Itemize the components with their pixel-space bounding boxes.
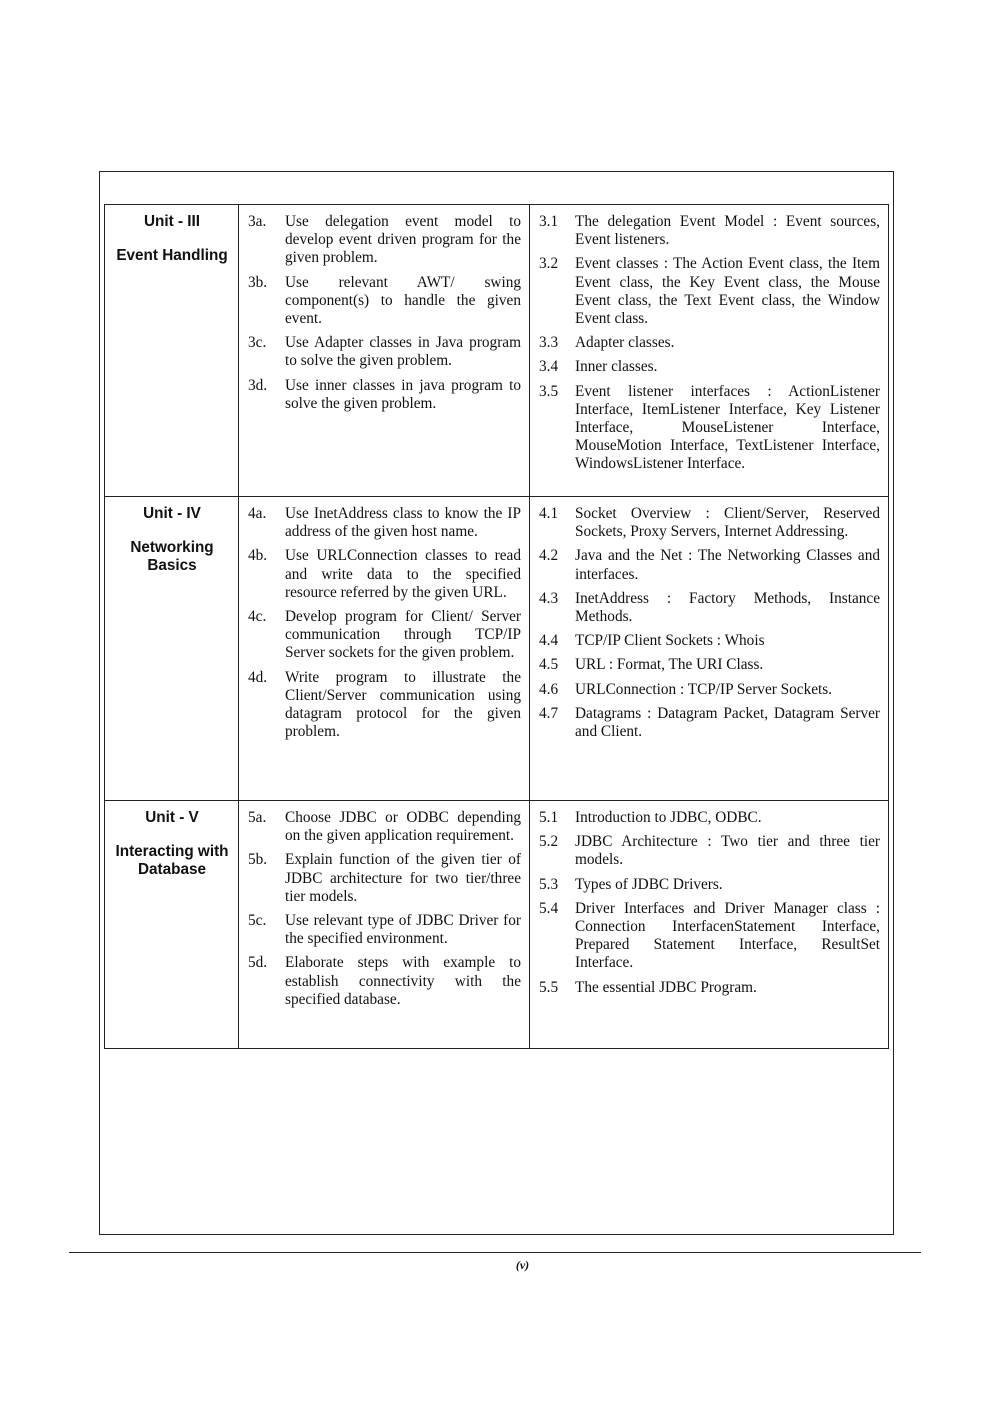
topic-number: 4.5 xyxy=(539,656,559,674)
outcome-item xyxy=(248,851,521,906)
topic-number: 5.2 xyxy=(539,833,559,851)
topic-text: InetAddress : Factory Methods, Instance Methods. xyxy=(575,589,880,626)
topic-text: JDBC Architecture : Two tier and three tier models. xyxy=(575,833,880,869)
topic-text: Socket Overview : Client/Server, Reserved Sockets, Proxy Servers, Internet Addressing. xyxy=(575,505,880,541)
topic-item xyxy=(539,213,880,249)
page-number: (v) xyxy=(515,1258,530,1272)
topic-item xyxy=(539,383,880,474)
topic-number: 5.4 xyxy=(539,899,559,917)
topic-text: Inner classes. xyxy=(575,358,658,376)
topic-cell xyxy=(530,801,889,1049)
outcome-text: Use inner classes in java program to solve the given problem. xyxy=(285,376,521,412)
outcome-item xyxy=(248,334,521,370)
outcome-text: Use relevant type of JDBC Driver for the specified environment. xyxy=(285,912,521,948)
topic-item xyxy=(539,334,880,352)
unit-row xyxy=(105,801,889,1049)
outcome-number: 4d. xyxy=(248,668,268,686)
topic-text: Introduction to JDBC, ODBC. xyxy=(575,809,762,826)
outcome-item xyxy=(248,669,521,742)
outcome-text: Use relevant AWT/ swing component(s) to handle the given event. xyxy=(285,273,521,328)
topic-number: 4.4 xyxy=(539,632,559,650)
topic-text: Datagrams : Datagram Packet, Datagram Server and Client. xyxy=(575,704,880,741)
topic-item xyxy=(539,900,880,973)
unit-title: Networking Basics xyxy=(130,539,214,575)
topic-item xyxy=(539,705,880,741)
outcome-text: Use URLConnection classes to read and write data to the specified resource referred by the given URL. xyxy=(285,547,521,601)
unit-cell xyxy=(105,205,239,497)
topic-item xyxy=(539,590,880,626)
topic-number: 3.1 xyxy=(539,213,559,230)
outcome-item xyxy=(248,377,521,413)
outcome-number: 3c. xyxy=(248,334,267,352)
outcome-number: 4a. xyxy=(248,505,267,522)
topic-item xyxy=(539,681,880,699)
topic-item xyxy=(539,505,880,541)
topic-number: 3.4 xyxy=(539,358,559,376)
outcome-number: 5b. xyxy=(248,851,268,869)
topic-item xyxy=(539,979,880,997)
outcome-item xyxy=(248,954,521,1009)
outcome-text: Elaborate steps with example to establish connectivity with the specified database. xyxy=(285,954,521,1008)
topic-text: Types of JDBC Drivers. xyxy=(575,875,723,893)
outcome-cell xyxy=(239,497,530,801)
outcome-text: Choose JDBC or ODBC depending on the given application requirement. xyxy=(285,809,521,845)
outcome-text: Develop program for Client/ Server communication through TCP/IP Server sockets for the given problem. xyxy=(285,608,521,662)
topic-text: Java and the Net : The Networking Classes and interfaces. xyxy=(575,547,880,583)
outcome-text: Use InetAddress class to know the IP address of the given host name. xyxy=(285,505,521,541)
topic-text: URL : Format, The URI Class. xyxy=(575,656,764,674)
topic-number: 4.3 xyxy=(539,589,559,607)
topic-text: The delegation Event Model : Event sources, Event listeners. xyxy=(575,213,880,249)
outcome-number: 4c. xyxy=(248,608,267,626)
outcome-number: 3b. xyxy=(248,273,268,291)
outcome-number: 4b. xyxy=(248,547,268,565)
topic-number: 4.7 xyxy=(539,704,559,722)
topic-item xyxy=(539,632,880,650)
topic-text: Driver Interfaces and Driver Manager class : Connection InterfacenStatement Interface, Prepared Statement Interface, ResultSet Interface. xyxy=(575,899,880,972)
topic-item xyxy=(539,656,880,674)
outcome-number: 3a. xyxy=(248,213,267,230)
outcome-item xyxy=(248,274,521,329)
unit-cell xyxy=(105,801,239,1049)
topic-item xyxy=(539,547,880,583)
unit-number: Unit - V xyxy=(145,809,199,826)
outcome-number: 3d. xyxy=(248,376,268,394)
outcome-text: Write program to illustrate the Client/Server communication using datagram protocol for the given problem. xyxy=(285,668,521,741)
topic-item xyxy=(539,833,880,869)
topic-item xyxy=(539,358,880,376)
outcome-number: 5a. xyxy=(248,809,267,826)
topic-number: 5.1 xyxy=(539,809,559,826)
topic-item xyxy=(539,809,880,827)
outcome-item xyxy=(248,213,521,268)
outcome-number: 5d. xyxy=(248,954,268,972)
outcome-cell xyxy=(239,801,530,1049)
topic-number: 5.3 xyxy=(539,875,559,893)
topic-cell xyxy=(530,205,889,497)
topic-cell xyxy=(530,497,889,801)
topic-text: TCP/IP Client Sockets : Whois xyxy=(575,632,765,650)
topic-text: URLConnection : TCP/IP Server Sockets. xyxy=(575,680,833,698)
outcome-number: 5c. xyxy=(248,912,267,930)
topic-number: 5.5 xyxy=(539,978,559,996)
outcome-item xyxy=(248,547,521,602)
unit-title: Interacting with Database xyxy=(115,843,229,879)
footer-rule xyxy=(69,1252,921,1253)
topic-number: 3.3 xyxy=(539,334,559,352)
topic-text: Event classes : The Action Event class, the Item Event class, the Key Event class, the Mouse Event class, the Text Event class, the Window Event class. xyxy=(575,255,880,328)
topic-number: 4.6 xyxy=(539,680,559,698)
topic-number: 4.2 xyxy=(539,547,559,565)
outcome-text: Use Adapter classes in Java program to solve the given problem. xyxy=(285,334,521,370)
topic-number: 3.5 xyxy=(539,382,559,400)
topic-number: 4.1 xyxy=(539,505,559,522)
topic-number: 3.2 xyxy=(539,255,559,273)
unit-number: Unit - IV xyxy=(143,505,201,522)
topic-text: The essential JDBC Program. xyxy=(575,978,757,996)
topic-text: Adapter classes. xyxy=(575,334,675,352)
outcome-text: Use delegation event model to develop event driven program for the given problem. xyxy=(285,213,521,267)
unit-number: Unit - III xyxy=(143,213,201,230)
syllabus-table xyxy=(104,204,889,1049)
outcome-item xyxy=(248,505,521,541)
topic-item xyxy=(539,876,880,894)
outcome-item xyxy=(248,608,521,663)
topic-text: Event listener interfaces : ActionListener Interface, ItemListener Interface, Key Listener Interface, MouseListener Interface, MouseMotion Interface, TextListener Interface, WindowsListener Interface. xyxy=(575,382,880,473)
outcome-item xyxy=(248,809,521,845)
topic-item xyxy=(539,255,880,328)
outcome-cell xyxy=(239,205,530,497)
outcome-text: Explain function of the given tier of JDBC architecture for two tier/three tier models. xyxy=(285,851,521,905)
unit-cell xyxy=(105,497,239,801)
unit-title: Event Handling xyxy=(116,247,228,265)
unit-row xyxy=(105,205,889,497)
unit-row xyxy=(105,497,889,801)
outcome-item xyxy=(248,912,521,948)
